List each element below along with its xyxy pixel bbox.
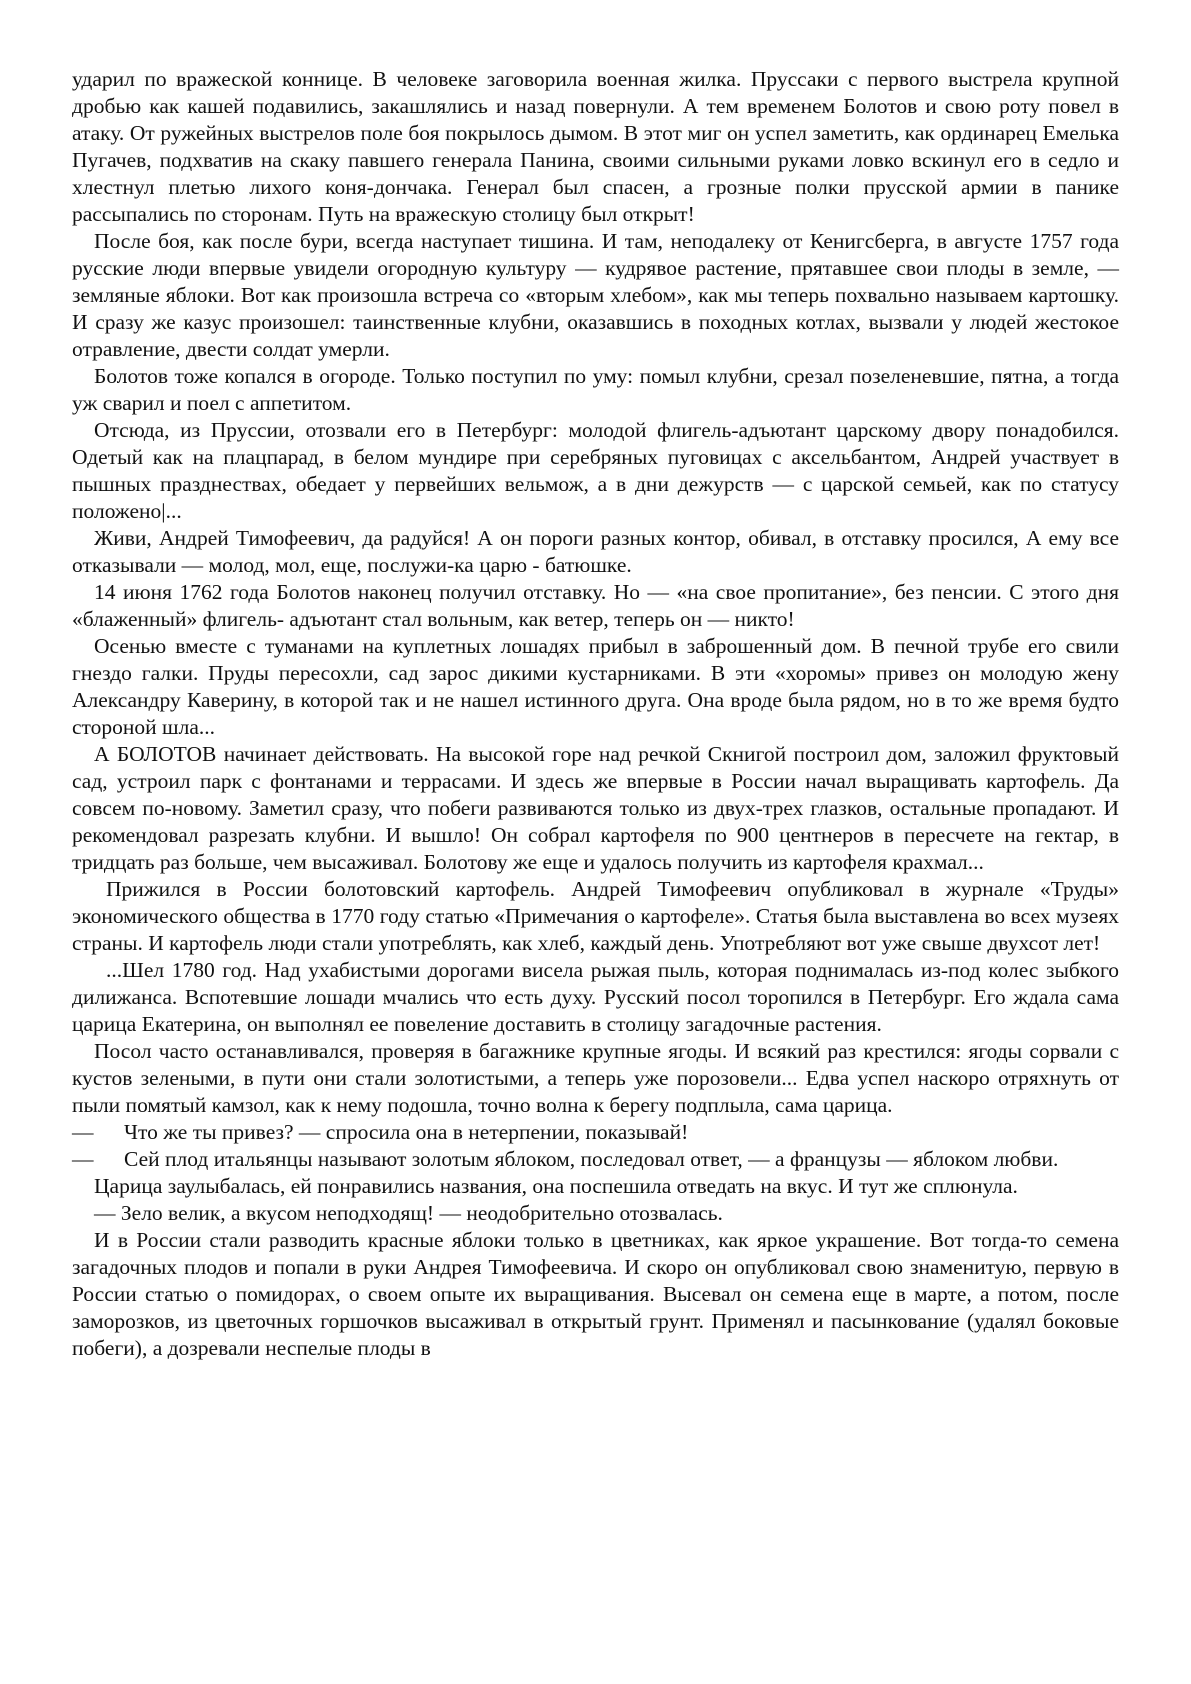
paragraph: Живи, Андрей Тимофеевич, да радуйся! А он пороги разных контор, обивал, в отставку просился, А ему все отказывали — молод, мол, еще, послужи-ка царю - батюшке.: [72, 526, 1119, 577]
paragraph: ...Шел 1780 год. Над ухабистыми дорогами висела рыжая пыль, которая поднималась из-под колес зыбкого дилижанса. Вспотевшие лошади мчались что есть духу. Русский посол торопился в Петербург. Его ждала сама царица Екатерина, он выполнял ее повеление доставить в столицу загадочные растения.: [72, 958, 1119, 1036]
paragraph: ударил по вражеской коннице. В человеке заговорила военная жилка. Пруссаки с первого выстрела крупной дробью как кашей подавились, закашлялись и назад повернули. А тем временем Болотов и свою роту повел в атаку. От ружейных выстрелов поле боя покрылось дымом. В этот миг он успел заметить, как ординарец Емелька Пугачев, подхватив на скаку павшего генерала Панина, своими сильными руками ловко вскинул его в седло и хлестнул плетью лихого коня-дончака. Генерал был спасен, а грозные полки прусской армии в панике рассыпались по сторонам. Путь на вражескую столицу был открыт!: [72, 67, 1119, 226]
dialogue-line: [72, 1146, 1119, 1173]
paragraph: 14 июня 1762 года Болотов наконец получил отставку. Но — «на свое пропитание», без пенсии. С этого дня «блаженный» флигель- адъютант стал вольным, как ветер, теперь он — никто!: [72, 580, 1119, 631]
dialogue-text: Сей плод итальянцы называют золотым яблоком, последовал ответ, — а французы — яблоком любви.: [124, 1147, 1059, 1171]
paragraph: А БОЛОТОВ начинает действовать. На высокой горе над речкой Скнигой построил дом, заложил фруктовый сад, устроил парк с фонтанами и террасами. И здесь же впервые в России начал выращивать картофель. Да совсем по-новому. Заметил сразу, что побеги развиваются только из двух-трех глазков, остальные пропадают. И рекомендовал разрезать клубни. И вышло! Он собрал картофеля по 900 центнеров в пересчете на гектар, в тридцать раз больше, чем высаживал. Болотову же еще и удалось получить из картофеля крахмал...: [72, 742, 1119, 874]
paragraph: Посол часто останавливался, проверяя в багажнике крупные ягоды. И всякий раз крестился: ягоды сорвали с кустов зелеными, в пути они стали золотистыми, а теперь уже порозовели... Едва успел наскоро отряхнуть от пыли помятый камзол, как к нему подошла, точно волна к берегу подплыла, сама царица.: [72, 1039, 1119, 1117]
paragraph: Осенью вместе с туманами на куплетных лошадях прибыл в заброшенный дом. В печной трубе его свили гнездо галки. Пруды пересохли, сад зарос дикими кустарниками. В эти «хоромы» привез он молодую жену Александру Каверину, в которой так и не нашел истинного друга. Она вроде была рядом, но в то же время будто стороной шла...: [72, 634, 1119, 739]
dialogue-line: [72, 1119, 1119, 1146]
paragraph: — Зело велик, а вкусом неподходящ! — неодобрительно отозвалась.: [94, 1201, 723, 1225]
paragraph: И в России стали разводить красные яблоки только в цветниках, как яркое украшение. Вот тогда-то семена загадочных плодов и попали в руки Андрея Тимофеевича. И скоро он опубликовал свою знаменитую, первую в России статью о помидорах, о своем опыте их выращивания. Высевал он семена еще в марте, а потом, после заморозков, из цветочных горшочков высаживал в открытый грунт. Применял и пасынкование (удалял боковые побеги), а дозревали неспелые плоды в: [72, 1228, 1119, 1360]
paragraph: Царица заулыбалась, ей понравились названия, она поспешила отведать на вкус. И тут же сплюнула.: [94, 1174, 1018, 1198]
paragraph: Прижился в России болотовский картофель. Андрей Тимофеевич опубликовал в журнале «Труды» экономического общества в 1770 году статью «Примечания о картофеле». Статья была выставлена во всех музеях страны. И картофель люди стали употреблять, как хлеб, каждый день. Употребляют вот уже свыше двухсот лет!: [72, 877, 1119, 955]
dialogue-text: Что же ты привез? — спросила она в нетерпении, показывай!: [124, 1120, 689, 1144]
paragraph: После боя, как после бури, всегда наступает тишина. И там, неподалеку от Кенигсберга, в августе 1757 года русские люди впервые увидели огородную культуру — кудрявое растение, прятавшее свои плоды в земле, — земляные яблоки. Вот как произошла встреча со «вторым хлебом», как мы теперь похвально называем картошку. И сразу же казус произошел: таинственные клубни, оказавшись в походных котлах, вызвали у людей жестокое отравление, двести солдат умерли.: [72, 229, 1119, 361]
dialogue-dash: —: [72, 1120, 94, 1144]
dialogue-dash: —: [72, 1147, 94, 1171]
paragraph: Болотов тоже копался в огороде. Только поступил по уму: помыл клубни, срезал позеленевшие, пятна, а тогда уж сварил и поел с аппетитом.: [72, 364, 1119, 415]
paragraph: Отсюда, из Пруссии, отозвали его в Петербург: молодой флигель-адъютант царскому двору понадобился. Одетый как на плацпарад, в белом мундире при серебряных пуговицах с аксельбантом, Андрей участвует в пышных празднествах, обедает у первейших вельмож, а в дни дежурств — с царской семьей, как по статусу положено|...: [72, 418, 1119, 523]
document-page: [72, 66, 1119, 1362]
